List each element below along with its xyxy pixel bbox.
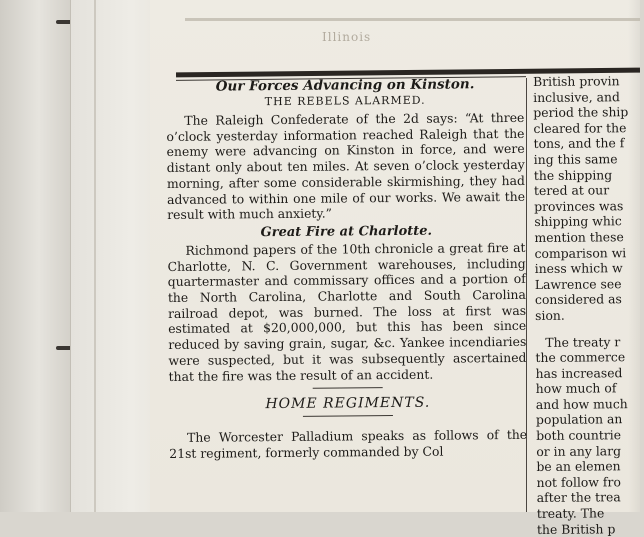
fire-body: Richmond papers of the 10th chronicle a great fire at Charlotte, N. C. Government warehouses, including quartermaster and commissary offices and a portion of the North Carolina, Charlotte and South Carolina railroad depot, was burned. The loss at first was estimated at $20,000,000, but this has been since reduced by saving grain, sugar, &c. Yankee incendiaries were suspected, but it was subsequently ascertained that the fire was the result of an accident. (167, 239, 527, 384)
regiments-headline: HOME REGIMENTS. (265, 394, 431, 413)
text-line: be an elemen (536, 458, 621, 475)
text-line: how much of (535, 380, 617, 397)
text-line: British provin (533, 73, 620, 89)
regiments-body: The Worcester Palladium speaks as follows of the 21st regiment, formerly commanded by Col (169, 427, 528, 461)
text-line: the British p (536, 520, 616, 537)
text-line: shipping whic (534, 213, 622, 230)
text-line: after the trea (536, 489, 621, 506)
text-line: comparison wi (534, 244, 627, 261)
text-line: the commerce (535, 349, 626, 366)
text-line: not follow fro (536, 474, 621, 490)
section-rule (313, 387, 383, 389)
text-line: Lawrence see (534, 275, 622, 292)
text-line: tons, and the f (533, 135, 625, 152)
text-line: both countrie (536, 427, 622, 444)
binding-spine (0, 0, 70, 512)
text-line: period the ship (533, 104, 629, 121)
section-rule (303, 415, 393, 417)
fire-headline: Great Fire at Charlotte. (260, 223, 433, 241)
top-rule (185, 18, 640, 21)
text-line: sion. (535, 307, 565, 323)
article-headline: Our Forces Advancing on Kinston. (215, 76, 475, 95)
article-subhead: THE REBELS ALARMED. (264, 93, 426, 109)
article-body: The Raleigh Confederate of the 2d says: “At three o’clock yesterday information reached Raleigh that the enemy were advancing on Kinston in force, and were distant only about ten miles. At seven o’clock yesterday morning, after some considerable skirmishing, they had advanced to within one mile of our works. We await the result with much anxiety.” (166, 109, 526, 223)
text-line: provinces was (534, 197, 624, 214)
text-line: ing this same (533, 151, 618, 167)
text-line: and how much (535, 396, 628, 412)
text-line: treaty. The (536, 505, 605, 522)
text-line: tered at our (533, 182, 610, 199)
text-line: or in any larg (536, 442, 622, 459)
text-line: considered as (534, 291, 622, 308)
text-line: has increased (535, 364, 623, 381)
main-column (166, 76, 527, 462)
text-line: iness which w (534, 260, 623, 277)
text-line: the shipping (533, 166, 613, 183)
masthead-fragment: Illinois (322, 30, 372, 44)
text-line: population an (535, 411, 623, 428)
text-line: The treaty r (545, 333, 621, 350)
page-fold (94, 0, 96, 512)
text-line: inclusive, and (533, 88, 620, 105)
text-line: cleared for the (533, 119, 627, 136)
right-column (533, 73, 644, 537)
text-line: mention these (534, 229, 624, 245)
